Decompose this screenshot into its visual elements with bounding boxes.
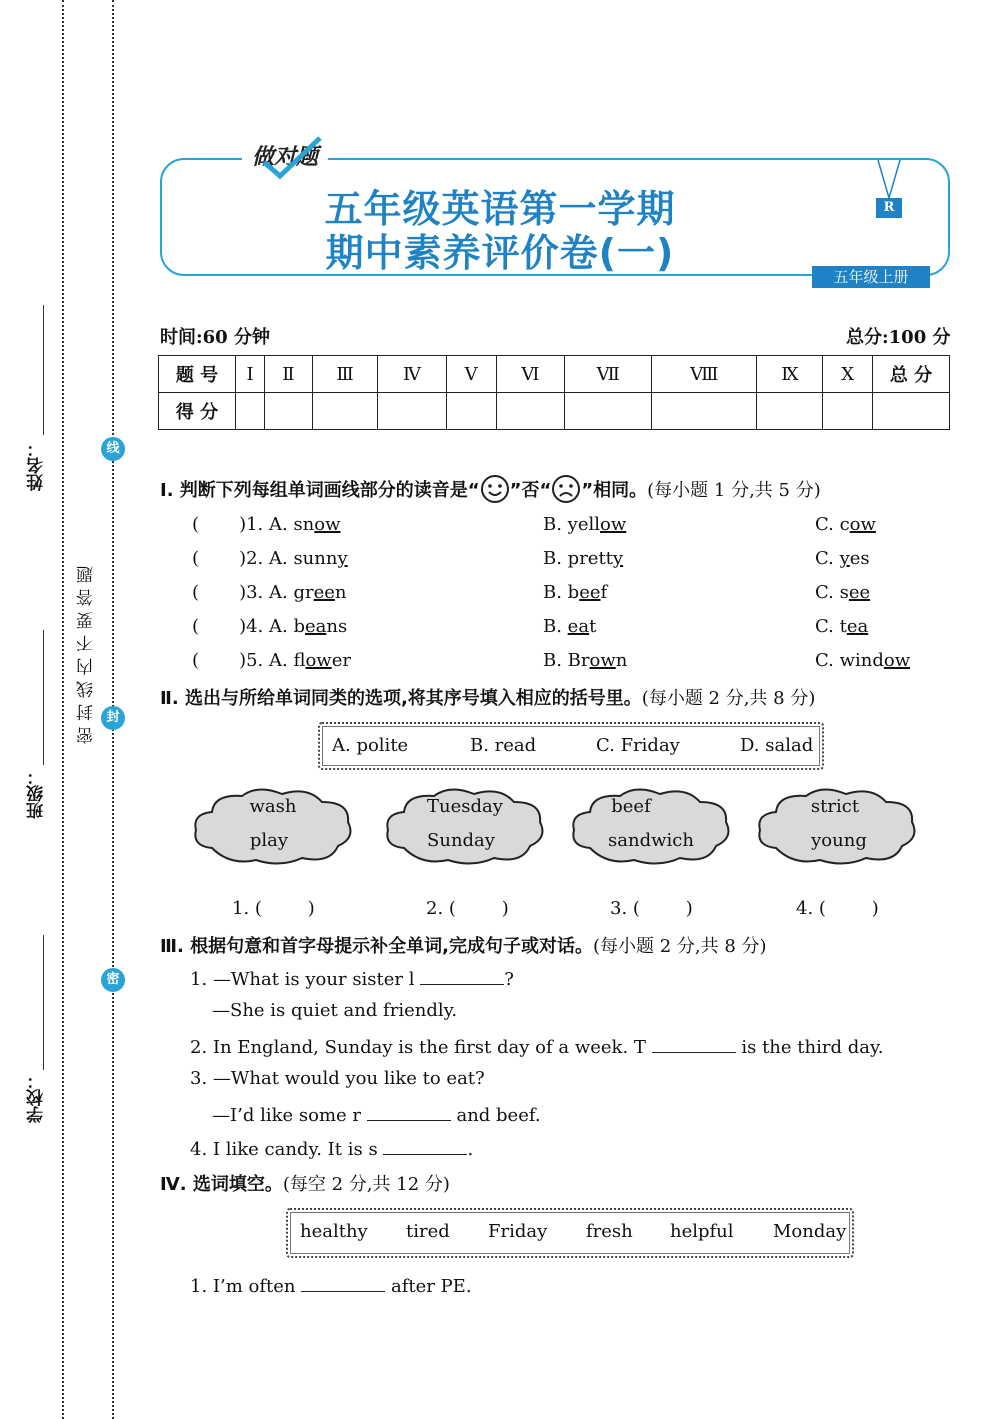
word-bank-3: Friday bbox=[488, 1221, 548, 1242]
score-cell[interactable] bbox=[312, 393, 378, 430]
question-number-row bbox=[159, 356, 950, 393]
score-cell[interactable] bbox=[446, 393, 496, 430]
word-part: B. prett bbox=[543, 548, 613, 569]
cloud-2-word-1: Tuesday bbox=[427, 796, 503, 817]
total-score: 总分:100 分 bbox=[846, 327, 951, 348]
underlined-part: y bbox=[839, 548, 850, 569]
score-cell[interactable] bbox=[565, 393, 652, 430]
row-label-number: 题 号 bbox=[159, 356, 236, 393]
s3-line-6 bbox=[190, 1136, 473, 1160]
col-1: Ⅰ bbox=[236, 356, 265, 393]
school-line bbox=[43, 935, 44, 1070]
underlined-part: ee bbox=[313, 582, 335, 603]
score-cell[interactable] bbox=[652, 393, 757, 430]
underlined-part: ee bbox=[579, 582, 601, 603]
section-2-title bbox=[160, 684, 815, 710]
underlined-part: ow bbox=[589, 650, 616, 671]
col-3: Ⅲ bbox=[312, 356, 378, 393]
col-total: 总 分 bbox=[873, 356, 950, 393]
word-part: n bbox=[334, 582, 347, 603]
option-c: C. Friday bbox=[596, 735, 680, 756]
word-part: C. bbox=[815, 548, 840, 569]
section-1-title-c: ”相同。 bbox=[581, 480, 648, 501]
col-4: Ⅳ bbox=[378, 356, 446, 393]
col-5: Ⅴ bbox=[446, 356, 496, 393]
q2-row: ( )2. A. sunny bbox=[192, 548, 348, 569]
seal-note: 密封线内不要答题 bbox=[77, 560, 97, 744]
word-part: er bbox=[331, 650, 351, 671]
section-3-title-text: Ⅲ. 根据句意和首字母提示补全单词,完成句子或对话。 bbox=[160, 936, 593, 957]
word-part: C. t bbox=[815, 616, 847, 637]
q2-b bbox=[543, 548, 623, 569]
option-d: D. salad bbox=[740, 735, 814, 756]
checkmark-icon bbox=[262, 136, 322, 180]
section-2-points: (每小题 2 分,共 8 分) bbox=[641, 688, 816, 709]
title-line-1: 五年级英语第一学期 bbox=[324, 187, 676, 231]
s3-line-5 bbox=[212, 1102, 541, 1126]
school-label: 学校： bbox=[27, 1072, 47, 1123]
edition-badge: R bbox=[876, 198, 902, 218]
word-bank-2: tired bbox=[406, 1221, 450, 1242]
score-cell[interactable] bbox=[378, 393, 446, 430]
word-bank-1: healthy bbox=[300, 1221, 368, 1242]
class-line bbox=[43, 630, 44, 765]
score-table bbox=[158, 355, 950, 430]
name-label: 姓名： bbox=[27, 440, 47, 491]
score-cell[interactable] bbox=[823, 393, 873, 430]
word-bank-box bbox=[286, 1208, 854, 1258]
text: 1. I’m often bbox=[190, 1276, 296, 1297]
text: 2. In England, Sunday is the first day of a week. T bbox=[190, 1037, 646, 1058]
answer-slot-1[interactable]: 1. ( ) bbox=[232, 898, 315, 919]
word-part: B. bbox=[543, 616, 568, 637]
section-4-title-text: Ⅳ. 选词填空。 bbox=[160, 1174, 283, 1195]
score-row bbox=[159, 393, 950, 430]
q5-c bbox=[815, 650, 910, 671]
cloud-1-word-1: wash bbox=[249, 796, 297, 817]
word-part: B. b bbox=[543, 582, 580, 603]
col-10: Ⅹ bbox=[823, 356, 873, 393]
s4-q1 bbox=[190, 1273, 472, 1297]
word-bank-4: fresh bbox=[586, 1221, 633, 1242]
underlined-part: ow bbox=[314, 514, 341, 535]
q-num: )1. A. bbox=[239, 514, 288, 535]
q4-b bbox=[543, 616, 596, 637]
q1-b bbox=[543, 514, 626, 535]
section-1-points: (每小题 1 分,共 5 分) bbox=[647, 480, 821, 501]
section-1-title bbox=[160, 474, 821, 504]
col-7: Ⅶ bbox=[565, 356, 652, 393]
q4-row: ( )4. A. beans bbox=[192, 616, 348, 637]
underlined-part: ow bbox=[305, 650, 332, 671]
q3-row: ( )3. A. green bbox=[192, 582, 347, 603]
option-b: B. read bbox=[470, 735, 537, 756]
edition-label: 五年级上册 bbox=[812, 266, 930, 288]
word-part: C. s bbox=[815, 582, 849, 603]
word-part: n bbox=[615, 650, 628, 671]
s3-line-1 bbox=[190, 966, 514, 990]
seal-badge-line: 线 bbox=[101, 437, 125, 461]
word-part: sunn bbox=[287, 548, 338, 569]
s3-line-2: —She is quiet and friendly. bbox=[212, 1000, 458, 1021]
underlined-part: ow bbox=[849, 514, 876, 535]
score-cell[interactable] bbox=[873, 393, 950, 430]
s3-line-3 bbox=[190, 1034, 883, 1058]
word-part: fl bbox=[287, 650, 306, 671]
col-6: Ⅵ bbox=[496, 356, 565, 393]
score-cell[interactable] bbox=[265, 393, 312, 430]
text: after PE. bbox=[390, 1276, 472, 1297]
word-part: sn bbox=[287, 514, 315, 535]
q5-row: ( )5. A. flower bbox=[192, 650, 351, 671]
q-num: )5. A. bbox=[239, 650, 288, 671]
option-a: A. polite bbox=[332, 735, 409, 756]
name-line bbox=[43, 305, 44, 435]
word-part: b bbox=[287, 616, 305, 637]
text: —I’d like some r bbox=[212, 1105, 361, 1126]
underlined-part: y bbox=[337, 548, 348, 569]
q-num: )2. A. bbox=[239, 548, 288, 569]
word-part: C. c bbox=[815, 514, 850, 535]
smile-face-icon bbox=[480, 474, 510, 504]
underlined-part: y bbox=[612, 548, 624, 569]
word-bank-5: helpful bbox=[670, 1221, 734, 1242]
cloud-4-word-2: young bbox=[811, 830, 867, 851]
col-9: Ⅸ bbox=[757, 356, 823, 393]
s3-line-4: 3. —What would you like to eat? bbox=[190, 1068, 485, 1089]
underlined-part: ea bbox=[304, 616, 327, 637]
seal-badge-seal: 封 bbox=[101, 706, 125, 730]
word-part: es bbox=[849, 548, 870, 569]
underlined-part: ea bbox=[846, 616, 869, 637]
col-2: Ⅱ bbox=[265, 356, 312, 393]
title-line-2: 期中素养评价卷(一) bbox=[325, 231, 675, 275]
answer-slot-3[interactable]: 3. ( ) bbox=[610, 898, 693, 919]
answer-slot-4[interactable]: 4. ( ) bbox=[796, 898, 879, 919]
q2-c bbox=[815, 548, 870, 569]
cloud-1-word-2: play bbox=[249, 830, 289, 851]
blank-field[interactable] bbox=[367, 1102, 451, 1121]
word-bank-6: Monday bbox=[773, 1221, 847, 1242]
underlined-part: ee bbox=[848, 582, 871, 603]
section-4-title bbox=[160, 1170, 450, 1196]
underlined-part: ow bbox=[883, 650, 911, 671]
col-8: Ⅷ bbox=[652, 356, 757, 393]
cloud-3-word-1: beef bbox=[611, 796, 651, 817]
answer-slot-2[interactable]: 2. ( ) bbox=[426, 898, 509, 919]
word-part: C. wind bbox=[815, 650, 884, 671]
sad-face-icon bbox=[551, 474, 581, 504]
cloud-4-word-1: strict bbox=[810, 796, 860, 817]
blank-field[interactable] bbox=[652, 1034, 736, 1053]
score-cell[interactable] bbox=[236, 393, 265, 430]
underlined-part: ea bbox=[567, 616, 590, 637]
section-3-points: (每小题 2 分,共 8 分) bbox=[592, 936, 767, 957]
underlined-part: ow bbox=[600, 514, 627, 535]
word-part: B. yell bbox=[543, 514, 601, 535]
text: 1. —What is your sister l bbox=[190, 969, 415, 990]
text: ? bbox=[504, 969, 514, 990]
word-part: f bbox=[600, 582, 608, 603]
score-cell[interactable] bbox=[496, 393, 565, 430]
q5-b bbox=[543, 650, 627, 671]
seal-badge-secret: 密 bbox=[101, 968, 125, 992]
word-part: B. Br bbox=[543, 650, 590, 671]
q-num: )3. A. bbox=[239, 582, 288, 603]
row-label-score: 得 分 bbox=[159, 393, 236, 430]
section-4-points: (每空 2 分,共 12 分) bbox=[282, 1174, 450, 1195]
q1-c bbox=[815, 514, 876, 535]
q3-b bbox=[543, 582, 607, 603]
blank-field[interactable] bbox=[383, 1136, 467, 1155]
text: is the third day. bbox=[741, 1037, 884, 1058]
section-2-title-text: Ⅱ. 选出与所给单词同类的选项,将其序号填入相应的括号里。 bbox=[160, 688, 642, 709]
cloud-2-word-2: Sunday bbox=[427, 830, 495, 851]
section-3-title bbox=[160, 932, 767, 958]
badge-ribbon-icon bbox=[872, 160, 906, 200]
cloud-3-word-2: sandwich bbox=[608, 830, 694, 851]
text: . bbox=[467, 1139, 474, 1160]
header-tag: 做对题 bbox=[242, 138, 328, 173]
q4-c bbox=[815, 616, 868, 637]
section-1-title-a: Ⅰ. 判断下列每组单词画线部分的读音是“ bbox=[160, 480, 480, 501]
word-part: gr bbox=[287, 582, 314, 603]
q1-row: ( )1. A. snow bbox=[192, 514, 341, 535]
word-part: ns bbox=[326, 616, 348, 637]
time-limit: 时间:60 分钟 bbox=[160, 327, 270, 348]
blank-field[interactable] bbox=[420, 966, 504, 985]
text: and beef. bbox=[456, 1105, 541, 1126]
score-cell[interactable] bbox=[757, 393, 823, 430]
blank-field[interactable] bbox=[301, 1273, 385, 1292]
q-num: )4. A. bbox=[239, 616, 288, 637]
text: 4. I like candy. It is s bbox=[190, 1139, 378, 1160]
class-label: 班级： bbox=[27, 768, 47, 819]
q3-c bbox=[815, 582, 870, 603]
section-1-title-b: ”否“ bbox=[509, 480, 552, 501]
word-part: t bbox=[589, 616, 597, 637]
